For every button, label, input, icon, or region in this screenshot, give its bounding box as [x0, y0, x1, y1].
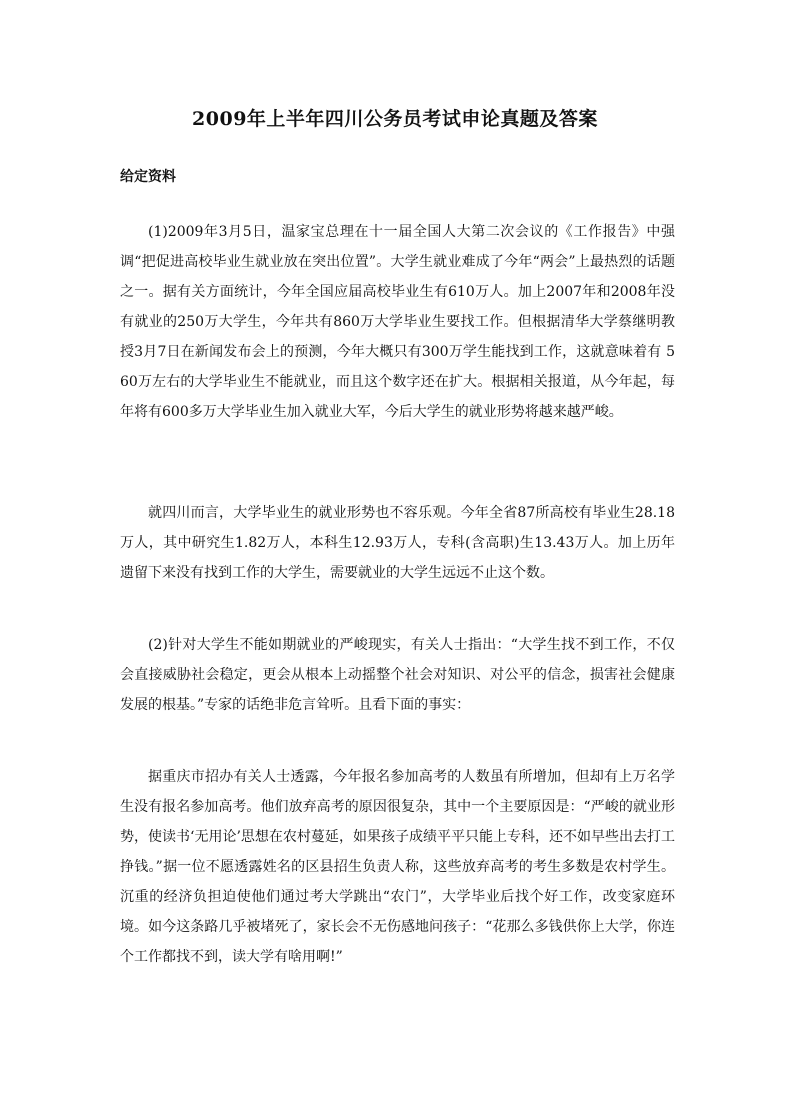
page-title: 2009年上半年四川公务员考试申论真题及答案: [192, 108, 598, 130]
paragraph-3: (2)针对大学生不能如期就业的严峻现实，有关人士指出：“大学生找不到工作，不仅会直接威胁社会稳定，更会从根本上动摇整个社会对知识、对公平的信念，损害社会健康发展的根基。”专家的话绝非危言耸听。且看下面的事实：: [120, 637, 675, 713]
paragraph-1: (1)2009年3月5日，温家宝总理在十一届全国人大第二次会议的《工作报告》中强调“把促进高校毕业生就业放在突出位置”。大学生就业难成了今年“两会”上最热烈的话题之一。据有关方面统计，今年全国应届高校毕业生有610万人。加上2007年和2008年没有就业的250万大学生，今年共有860万大学毕业生要找工作。但根据清华大学蔡继明教授3月7日在新闻发布会上的预测，今年大概只有300万学生能找到工作，这就意味着有 560万左右的大学毕业生不能就业，而且这个数字还在扩大。根据相关报道，从今年起，每年将有600多万大学毕业生加入就业大军，今后大学生的就业形势将越来越严峻。: [120, 224, 675, 420]
paragraph-4: 据重庆市招办有关人士透露，今年报名参加高考的人数虽有所增加，但却有上万名学生没有报名参加高考。他们放弃高考的原因很复杂，其中一个主要原因是：“严峻的就业形势，使读书‘无用论’思想在农村蔓延，如果孩子成绩平平只能上专科，还不如早些出去打工挣钱。”据一位不愿透露姓名的区县招生负责人称，这些放弃高考的考生多数是农村学生。沉重的经济负担迫使他们通过考大学跳出“农门”，大学毕业后找个好工作，改变家庭环境。如今这条路几乎被堵死了，家长会不无伤感地问孩子：“花那么多钱供你上大学，你连个工作都找不到，读大学有啥用啊!”: [120, 769, 675, 965]
section-label: 给定资料: [120, 169, 176, 185]
paragraph-2: 就四川而言，大学毕业生的就业形势也不容乐观。今年全省87所高校有毕业生28.18万人，其中研究生1.82万人，本科生12.93万人，专科(含高职)生13.43万人。加上历年遗留下来没有找到工作的大学生，需要就业的大学生远远不止这个数。: [120, 505, 675, 581]
